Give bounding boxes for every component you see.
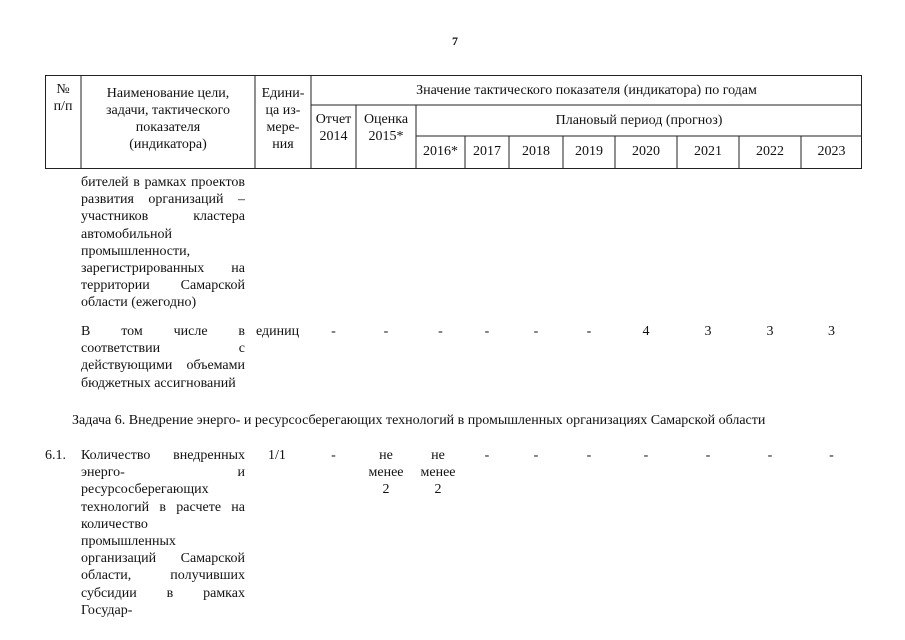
header-year: 2020	[632, 144, 660, 159]
header-year: 2021	[694, 144, 722, 159]
row-6-1-value: -	[705, 448, 711, 463]
row-budget-value: -	[331, 324, 336, 339]
row-budget-unit: единиц	[256, 324, 300, 339]
row-budget-value: -	[484, 324, 490, 339]
continuation-text: бителей в рамках проектов развития организаций – участников кластера автомобильной промышленности, зарегистрированных на территории Самарской области (ежегодно)	[81, 175, 245, 311]
row-6-1-value: -	[643, 448, 649, 463]
row-6-1-value: -	[533, 448, 539, 463]
row-6-1-unit: 1/1	[268, 448, 286, 463]
header-year: 2019	[575, 144, 603, 159]
page-number: 7	[452, 34, 458, 48]
header-estimate: Оценка 2015*	[363, 112, 409, 144]
row-6-1-value: -	[767, 448, 773, 463]
row-6-1-name: Количество внедренных энерго- и ресурсосберегающих технологий в расчете на количество промышленных организаций Самарской области, получивших субсидии в рамках Государ-	[81, 448, 245, 618]
header-num: № п/п	[53, 82, 73, 114]
row-budget-value: 3	[828, 324, 835, 339]
header-year: 2017	[473, 144, 501, 159]
row-6-1-value: не менее 2	[420, 448, 456, 497]
row-budget-value: -	[438, 324, 443, 339]
row-budget-value: -	[383, 324, 389, 339]
row-budget-value: -	[533, 324, 539, 339]
header-report: Отчет 2014	[315, 112, 352, 144]
header-name: Наименование цели, задачи, тактического показателя (индикатора)	[105, 86, 231, 152]
header-year: 2018	[522, 144, 550, 159]
row-budget-value: -	[586, 324, 592, 339]
row-6-1-num: 6.1.	[45, 448, 66, 463]
row-6-1-value: -	[829, 448, 834, 463]
row-6-1-value: -	[586, 448, 592, 463]
header-year: 2016*	[423, 144, 458, 159]
header-year: 2022	[756, 144, 784, 159]
row-6-1-value: -	[484, 448, 490, 463]
table-header	[45, 75, 862, 169]
task-6-title: Задача 6. Внедрение энерго- и ресурсосберегающих технологий в промышленных организациях Самарской области	[72, 413, 766, 428]
header-plan-title: Плановый период (прогноз)	[555, 113, 723, 128]
row-6-1-value: не менее 2	[368, 448, 404, 497]
row-budget-value: 4	[642, 324, 650, 339]
row-budget-name: В том числе в соответствии с действующими объемами бюджетных ассигнований	[81, 324, 245, 391]
row-budget-value: 3	[704, 324, 712, 339]
row-budget-value: 3	[766, 324, 774, 339]
row-6-1-value: -	[331, 448, 336, 463]
header-year: 2023	[817, 144, 846, 159]
header-value-title: Значение тактического показателя (индикатора) по годам	[416, 83, 757, 98]
header-unit: Едини- ца из- мере- ния	[261, 86, 305, 152]
